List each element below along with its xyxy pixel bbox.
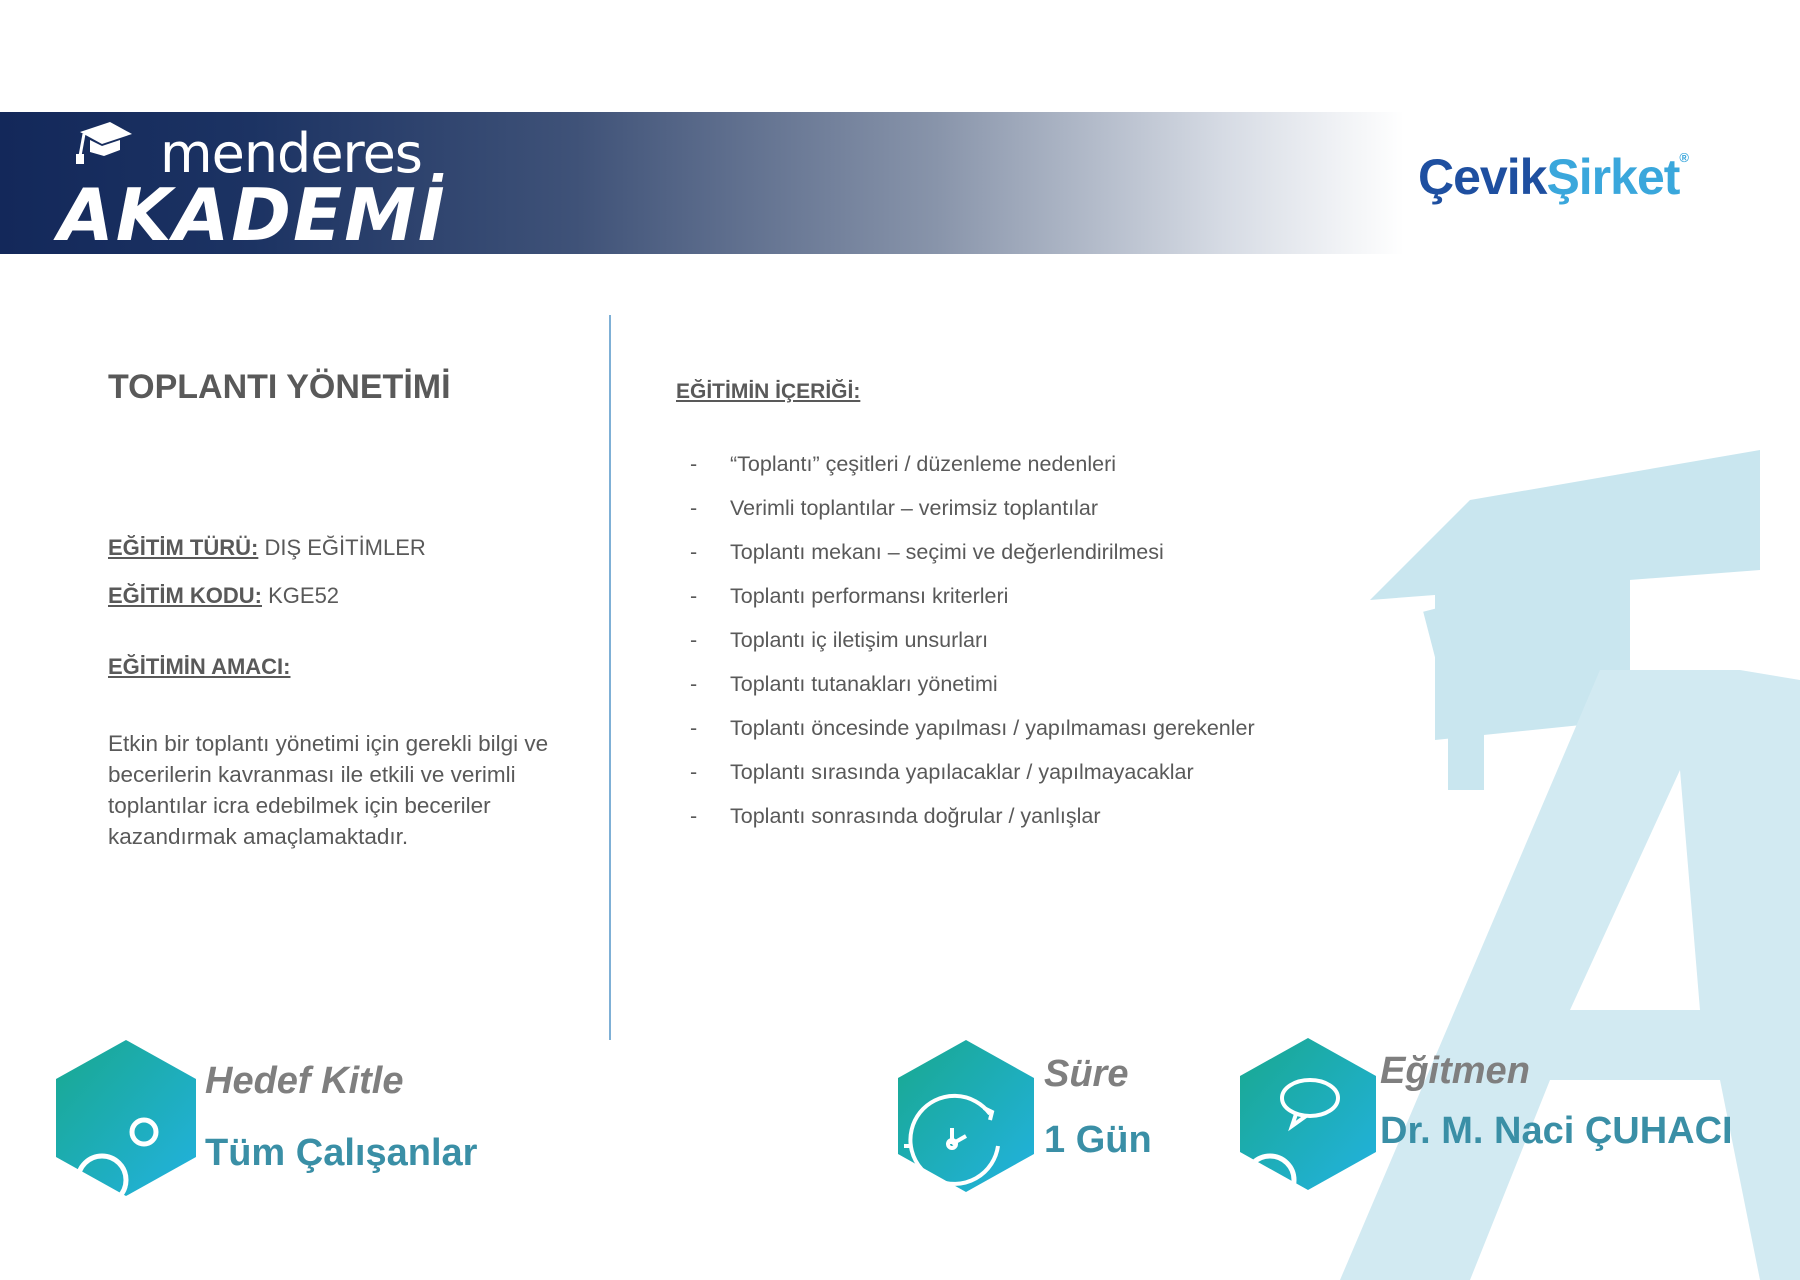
menderes-akademi-logo	[0, 112, 460, 254]
list-item: - Toplantı öncesinde yapılması / yapılmaması gerekenler	[690, 716, 1255, 740]
training-purpose-label: EĞİTİMİN AMACI:	[108, 654, 291, 679]
audience-hexagon	[56, 1040, 196, 1196]
logo-akademi-text: AKADEMİ	[58, 173, 447, 254]
graduation-cap-icon	[76, 122, 132, 164]
content-heading: EĞİTİMİN İÇERİĞİ:	[676, 380, 861, 403]
training-purpose-text: Etkin bir toplantı yönetimi için gerekli bilgi ve becerilerin kavranması ile etkili ve verimli toplantılar icra edebilmek için beceriler kazandırmak amaçlamaktadır.	[108, 731, 549, 849]
list-item: - Toplantı tutanakları yönetimi	[690, 672, 998, 696]
list-item: - Toplantı sonrasında doğrular / yanlışlar	[690, 804, 1101, 828]
audience-value: Tüm Çalışanlar	[205, 1132, 478, 1174]
logo-sirket-text: Şirket	[1546, 149, 1680, 205]
cevik-sirket-logo	[1418, 148, 1688, 206]
trainer-label: Eğitmen	[1380, 1050, 1530, 1092]
content-list	[690, 452, 1255, 848]
list-item: - Toplantı performansı kriterleri	[690, 584, 1009, 608]
list-item: - Toplantı iç iletişim unsurları	[690, 628, 989, 652]
logo-menderes-text: menderes	[160, 122, 422, 185]
duration-label: Süre	[1044, 1053, 1129, 1095]
duration-hexagon	[898, 1040, 1034, 1192]
registered-mark: ®	[1679, 150, 1688, 165]
training-purpose-heading	[108, 654, 291, 680]
list-item: - Verimli toplantılar – verimsiz toplantılar	[690, 496, 1099, 520]
training-type-label: EĞİTİM TÜRÜ:	[108, 535, 259, 560]
list-item: - “Toplantı” çeşitleri / düzenleme nedenleri	[690, 452, 1117, 476]
training-type-value: DIŞ EĞİTİMLER	[258, 535, 426, 560]
list-item: - Toplantı mekanı – seçimi ve değerlendirilmesi	[690, 540, 1164, 564]
audience-label: Hedef Kitle	[205, 1060, 404, 1102]
trainer-value: Dr. M. Naci ÇUHACI	[1380, 1110, 1733, 1152]
training-code-row	[108, 583, 339, 609]
column-divider	[609, 315, 611, 1040]
trainer-hexagon	[1240, 1038, 1376, 1190]
training-code-label: EĞİTİM KODU:	[108, 583, 262, 608]
training-code-value: KGE52	[262, 583, 340, 608]
logo-cevik-text: Çevik	[1418, 149, 1547, 205]
duration-value: 1 Gün	[1044, 1119, 1152, 1161]
list-item: - Toplantı sırasında yapılacaklar / yapılmayacaklar	[690, 760, 1194, 784]
course-title: TOPLANTI YÖNETİMİ	[108, 368, 451, 406]
training-type-row	[108, 535, 426, 561]
